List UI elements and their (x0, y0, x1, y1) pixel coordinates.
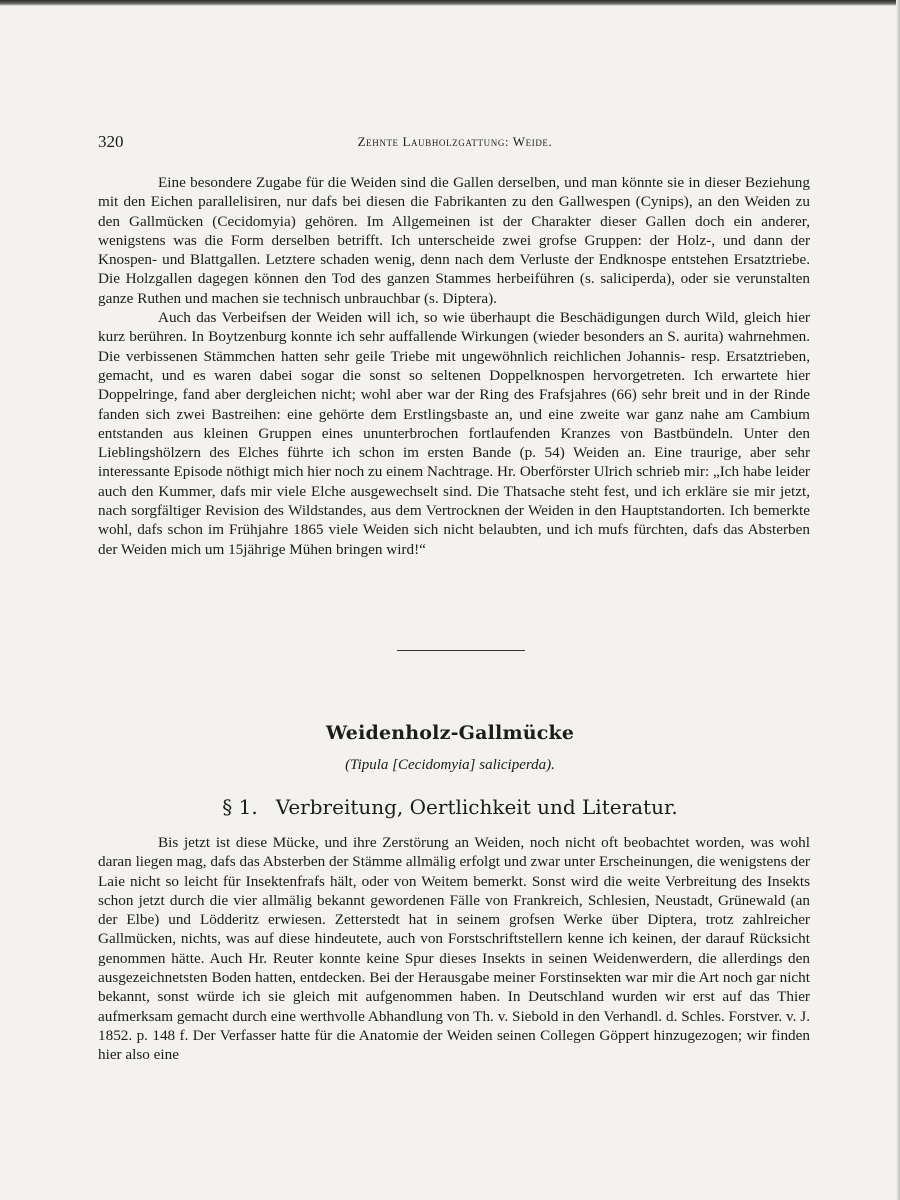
section-text (98, 833, 810, 1065)
paragraph-browsing: Auch das Verbeifsen der Weiden will ich, so wie überhaupt die Beschädigungen durch Wild, gleich hier kurz berühren. In Boytzenburg konnte ich sehr auffallende Wirkungen (wieder besonders an S. aurita) wahrnehmen. Die verbissenen Stämmchen hatten sehr geile Triebe mit ungewöhnlich reichlichen Johannis- resp. Ersatztrieben, gemacht, und es waren dabei sogar die sonst so seltenen Doppelknospen hervorgetreten. Ich erwartete hier Doppelringe, fand aber dergleichen nicht; wohl aber war der Ring des Frafsjahres (66) sehr breit und in der Rinde fanden sich zwei Bastreihen: eine gehörte dem Erstlingsbaste an, und eine zweite war ganz nahe am Cambium entstanden aus kleinen Gruppen eines ununterbrochen fortlaufenden Kranzes von Bastbündeln. Unter den Lieblingshölzern des Elches führte ich schon im ersten Bande (p. 54) Weiden an. Eine traurige, aber sehr interessante Episode nöthigt mich hier noch zu einem Nachtrage. Hr. Oberförster Ulrich schrieb mir: „Ich habe leider auch den Kummer, dafs mir viele Elche ausgewechselt sind. Die Thatsache steht fest, und ich erkläre sie mir jetzt, nach sorgfältiger Revision des Wildstandes, aus dem Vertrocknen der Weiden in den Hauptstandorten. Ich bemerkte wohl, dafs schon im Frühjahre 1865 viele Weiden sich nicht belaubten, und ich mufs fürchten, dafs das Absterben der Weiden mich um 15jährige Mühen bringen wird!“ (98, 309, 810, 558)
section-divider (397, 650, 525, 651)
running-head: Zehnte Laubholzgattung: Weide. (357, 134, 553, 149)
intro-text (98, 173, 810, 559)
page-number: 320 (98, 132, 124, 151)
page-top-edge (0, 0, 900, 6)
paragraph-number: § 1. (222, 795, 258, 819)
page-header (98, 132, 812, 156)
paragraph-heading (0, 795, 900, 819)
section-title: Weidenholz-Gallmücke (325, 722, 575, 744)
paragraph-distribution: Bis jetzt ist diese Mücke, und ihre Zerstörung an Weiden, noch nicht oft beobachtet worden, was wohl daran liegen mag, dafs das Absterben der Stämme allmälig erfolgt und zwar unter Erscheinungen, die wenigstens der Laie nicht so leicht für Insektenfrafs hält, oder von Weitem bemerkt. Sonst wird die weite Verbreitung des Insekts schon jetzt durch die vier allmälig bekannt gewordenen Fälle von Frankreich, Schlesien, Neustadt, Grünewald (an der Elbe) und Lödderitz erwiesen. Zetterstedt hat in seinem grofsen Werke über Diptera, trotz zahlreicher Gallmücken, nichts, was auf diese hindeutete, auch von Forstschriftstellern kenne ich keinen, der darauf Rücksicht genommen hätte. Auch Hr. Reuter konnte keine Spur dieses Insekts in seinen Weidenwerdern, die allerdings den ausgezeichnetsten Boden hatten, entdecken. Bei der Herausgabe meiner Forstinsekten war mir die Art noch gar nicht bekannt, sonst würde ich sie gleich mit aufgenommen haben. In Deutschland wurden wir erst auf das Thier aufmerksam gemacht durch eine werthvolle Abhandlung von Th. v. Siebold in den Verhandl. d. Schles. Forstver. v. J. 1852. p. 148 f. Der Verfasser hatte für die Anatomie der Weiden seinen Collegen Göppert hinzugezogen; wir finden hier also eine (98, 834, 810, 1064)
page-right-edge (896, 0, 900, 1200)
paragraph-title: Verbreitung, Oertlichkeit und Literatur. (275, 795, 678, 819)
section-subtitle: (Tipula [Cecidomyia] saliciperda). (345, 757, 555, 773)
paragraph-galls: Eine besondere Zugabe für die Weiden sind die Gallen derselben, und man könnte sie in dieser Beziehung mit den Eichen parallelisiren, nur dafs bei diesen die Fabrikanten zu den Gallwespen (Cynips), an den Weiden zu den Gallmücken (Cecidomyia) gehören. Im Allgemeinen ist der Charakter dieser Gallen doch ein anderer, wenigstens was die Form derselben betrifft. Ich unterscheide zwei grofse Gruppen: der Holz-, und dann der Knospen- und Blattgallen. Letztere schaden wenig, denn nach dem Verluste der Endknospe entstehen Ersatztriebe. Die Holzgallen dagegen können den Tod des ganzen Stammes herbeiführen (s. saliciperda), oder sie verunstalten ganze Ruthen und machen sie technisch unbrauchbar (s. Diptera). (98, 174, 810, 307)
